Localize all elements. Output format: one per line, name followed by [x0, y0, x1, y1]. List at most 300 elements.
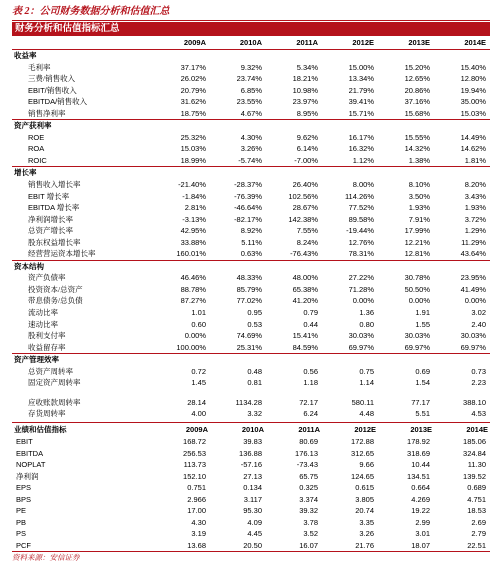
- cell-value: 1134.28: [235, 397, 262, 407]
- cell-value: 1.81%: [464, 155, 486, 165]
- cell-value: 0.72: [191, 366, 206, 376]
- cell-value: 43.64%: [460, 249, 486, 259]
- row-label: EBITDA 增长率: [28, 203, 80, 213]
- cell-value: 21.76: [355, 540, 374, 550]
- cell-value: 26.02%: [180, 74, 206, 84]
- table-body: [12, 49, 490, 420]
- table-row: [12, 408, 490, 420]
- cell-value: 3.117: [243, 494, 262, 504]
- cell-value: 0.53: [247, 319, 262, 329]
- cell-value: 25.32%: [180, 132, 206, 142]
- cell-value: 2.966: [187, 494, 206, 504]
- section-header: 资产获利率: [12, 119, 490, 132]
- cell-value: 3.374: [299, 494, 318, 504]
- cell-value: 42.95%: [180, 226, 206, 236]
- cell-value: 15.40%: [460, 62, 486, 72]
- cell-value: 71.28%: [348, 284, 374, 294]
- cell-value: -21.40%: [178, 180, 206, 190]
- valuation-header-row: [12, 422, 490, 436]
- cell-value: 95.30: [243, 506, 262, 516]
- row-label: 带息债务/总负债: [28, 296, 83, 306]
- table-title: 财务分析和估值指标汇总: [12, 22, 490, 36]
- cell-value: 69.97%: [348, 342, 374, 352]
- cell-value: -76.39%: [234, 191, 262, 201]
- cell-value: [320, 389, 376, 397]
- cell-value: 8.20%: [464, 180, 486, 190]
- cell-value: 388.10: [463, 397, 486, 407]
- row-label: ROIC: [28, 155, 47, 165]
- cell-value: 18.21%: [292, 74, 318, 84]
- table-row: [12, 272, 490, 284]
- table-row: [12, 143, 490, 155]
- cell-value: 15.03%: [180, 144, 206, 154]
- cell-value: 3.78: [303, 517, 318, 527]
- cell-value: -57.16: [240, 460, 262, 470]
- row-label: 毛利率: [28, 62, 51, 72]
- valuation-header: 业绩和估值指标: [14, 424, 67, 434]
- cell-value: 27.13: [243, 471, 262, 481]
- cell-value: 3.19: [191, 529, 206, 539]
- cell-value: 2.40: [471, 319, 486, 329]
- cell-value: 12.81%: [404, 249, 430, 259]
- cell-value: 0.00%: [464, 296, 486, 306]
- cell-value: 27.22%: [348, 273, 374, 283]
- cell-value: 65.75: [299, 471, 318, 481]
- cell-value: -5.74%: [238, 155, 262, 165]
- cell-value: 3.43%: [464, 191, 486, 201]
- cell-value: 15.41%: [292, 331, 318, 341]
- row-label: 三费/销售收入: [28, 74, 76, 84]
- cell-value: 2.81%: [184, 203, 206, 213]
- table-row: [12, 342, 490, 354]
- table-row: [12, 307, 490, 319]
- row-label: [12, 389, 152, 397]
- cell-value: 16.17%: [348, 132, 374, 142]
- table-row: [12, 295, 490, 307]
- table-row: [12, 248, 490, 260]
- cell-value: 22.51: [467, 540, 486, 550]
- cell-value: 14.32%: [404, 144, 430, 154]
- cell-value: 15.55%: [404, 132, 430, 142]
- table-row: [12, 389, 490, 397]
- row-label: EPS: [16, 483, 32, 493]
- cell-value: 25.31%: [236, 342, 262, 352]
- cell-value: 15.71%: [348, 108, 374, 118]
- cell-value: 26.40%: [292, 180, 318, 190]
- cell-value: 20.79%: [180, 85, 206, 95]
- cell-value: 0.75: [359, 366, 374, 376]
- cell-value: 0.60: [191, 319, 206, 329]
- cell-value: 15.03%: [460, 108, 486, 118]
- cell-value: 88.78%: [180, 284, 206, 294]
- row-label: 总资产周转率: [28, 366, 73, 376]
- cell-value: 20.74: [355, 506, 374, 516]
- cell-value: 4.00: [191, 409, 206, 419]
- cell-value: 33.88%: [180, 237, 206, 247]
- cell-value: 0.689: [467, 483, 486, 493]
- cell-value: 113.73: [183, 460, 206, 470]
- cell-value: 37.17%: [180, 62, 206, 72]
- cell-value: -82.17%: [234, 214, 262, 224]
- row-label: 投资资本/总资产: [28, 284, 83, 294]
- row-label: EBIT 增长率: [28, 191, 70, 201]
- cell-value: [432, 389, 488, 397]
- cell-value: 152.10: [183, 471, 206, 481]
- table-row: [12, 62, 490, 74]
- cell-value: 8.92%: [240, 226, 262, 236]
- section-header: 资本结构: [12, 260, 490, 273]
- cell-value: 5.34%: [296, 62, 318, 72]
- row-label: PE: [16, 506, 27, 516]
- row-label: 资产负债率: [28, 273, 66, 283]
- year-2011: 2011A: [296, 38, 318, 47]
- cell-value: 0.69: [415, 366, 430, 376]
- section-header: 增长率: [12, 166, 490, 179]
- cell-value: 30.78%: [404, 273, 430, 283]
- cell-value: 0.00%: [184, 331, 206, 341]
- cell-value: 78.31%: [348, 249, 374, 259]
- cell-value: 9.62%: [296, 132, 318, 142]
- cell-value: 31.62%: [180, 97, 206, 107]
- year-2012: 2012E: [352, 38, 374, 47]
- val-year-2011: 2011A: [298, 424, 320, 434]
- header-blank: [12, 36, 152, 49]
- cell-value: 0.48: [247, 366, 262, 376]
- cell-value: 23.95%: [460, 273, 486, 283]
- cell-value: 77.02%: [236, 296, 262, 306]
- cell-value: 3.35: [359, 517, 374, 527]
- cell-value: 1.55: [415, 319, 430, 329]
- section-header: 收益率: [12, 49, 490, 62]
- cell-value: 100.00%: [176, 342, 206, 352]
- cell-value: 1.18: [303, 378, 318, 388]
- row-label: EBIT: [16, 436, 33, 446]
- cell-value: 1.36: [359, 308, 374, 318]
- table-row: [12, 319, 490, 331]
- cell-value: 1.29%: [464, 226, 486, 236]
- cell-value: 256.53: [183, 448, 206, 458]
- cell-value: 17.00: [187, 506, 206, 516]
- cell-value: 0.44: [303, 319, 318, 329]
- table-row: [12, 284, 490, 296]
- cell-value: 74.69%: [236, 331, 262, 341]
- cell-value: 80.69: [299, 436, 318, 446]
- cell-value: 8.95%: [296, 108, 318, 118]
- cell-value: 114.26%: [344, 191, 374, 201]
- table-row: [12, 505, 490, 517]
- cell-value: 30.03%: [460, 331, 486, 341]
- cell-value: 39.32: [299, 506, 318, 516]
- table-row: [12, 85, 490, 97]
- cell-value: 16.32%: [348, 144, 374, 154]
- cell-value: 37.16%: [404, 97, 430, 107]
- cell-value: 17.99%: [404, 226, 430, 236]
- cell-value: 14.49%: [460, 132, 486, 142]
- cell-value: 21.79%: [348, 85, 374, 95]
- cell-value: 1.91: [415, 308, 430, 318]
- bottom-rule: [12, 551, 490, 552]
- cell-value: 4.30: [191, 517, 206, 527]
- cell-value: 3.02: [471, 308, 486, 318]
- cell-value: 6.85%: [240, 85, 262, 95]
- row-label: EBITDA: [16, 448, 44, 458]
- cell-value: 23.97%: [292, 97, 318, 107]
- cell-value: 9.66: [359, 460, 374, 470]
- cell-value: 318.69: [407, 448, 430, 458]
- cell-value: 124.65: [351, 471, 374, 481]
- cell-value: 139.52: [463, 471, 486, 481]
- cell-value: 5.11%: [241, 237, 262, 247]
- cell-value: 77.52%: [348, 203, 374, 213]
- cell-value: 19.22: [411, 506, 430, 516]
- cell-value: 6.14%: [296, 144, 318, 154]
- cell-value: 3.50%: [408, 191, 430, 201]
- cell-value: 41.20%: [292, 296, 318, 306]
- cell-value: 23.55%: [236, 97, 262, 107]
- cell-value: 0.79: [303, 308, 318, 318]
- cell-value: 48.00%: [292, 273, 318, 283]
- cell-value: 14.62%: [460, 144, 486, 154]
- cell-value: 16.07: [299, 540, 318, 550]
- cell-value: 3.32: [247, 409, 262, 419]
- cell-value: -19.44%: [346, 226, 374, 236]
- year-header-row: [12, 36, 490, 49]
- table-row: [12, 330, 490, 342]
- cell-value: 9.32%: [240, 62, 262, 72]
- cell-value: 3.805: [355, 494, 374, 504]
- table-row: [12, 179, 490, 191]
- cell-value: 172.88: [351, 436, 374, 446]
- cell-value: 134.51: [407, 471, 430, 481]
- cell-value: -1.84%: [182, 191, 206, 201]
- year-2013: 2013E: [408, 38, 430, 47]
- cell-value: 160.01%: [176, 249, 206, 259]
- table-row: [12, 528, 490, 540]
- cell-value: 0.615: [355, 483, 374, 493]
- cell-value: -7.00%: [294, 155, 318, 165]
- table-row: [12, 155, 490, 167]
- cell-value: 7.55%: [296, 226, 318, 236]
- cell-value: 18.99%: [180, 155, 206, 165]
- cell-value: 102.56%: [288, 191, 318, 201]
- cell-value: 0.325: [299, 483, 318, 493]
- cell-value: 1.93%: [408, 203, 430, 213]
- table-caption: 表 2：公司财务数据分析和估值汇总: [12, 4, 490, 21]
- row-label: 速动比率: [28, 319, 58, 329]
- table-row: [12, 202, 490, 214]
- cell-value: 18.07: [411, 540, 430, 550]
- cell-value: 3.26: [359, 529, 374, 539]
- cell-value: 12.21%: [404, 237, 430, 247]
- year-2009: 2009A: [183, 38, 206, 47]
- val-year-2013: 2013E: [410, 424, 432, 434]
- table-row: [12, 482, 490, 494]
- cell-value: 2.99: [415, 517, 430, 527]
- valuation-body: [12, 436, 490, 551]
- cell-value: 4.269: [411, 494, 430, 504]
- table-row: [12, 366, 490, 378]
- year-2010: 2010A: [239, 38, 262, 47]
- cell-value: 13.68: [187, 540, 206, 550]
- cell-value: 0.00%: [352, 296, 374, 306]
- row-label: ROA: [28, 144, 45, 154]
- cell-value: 4.53: [471, 409, 486, 419]
- cell-value: 4.48: [359, 409, 374, 419]
- cell-value: -3.13%: [182, 214, 206, 224]
- cell-value: -76.43%: [290, 249, 318, 259]
- table-row: [12, 132, 490, 144]
- row-label: EBITDA/销售收入: [28, 97, 88, 107]
- row-label: PS: [16, 529, 27, 539]
- source-note: 资料来源：安信证券: [12, 553, 80, 562]
- cell-value: 142.38%: [288, 214, 318, 224]
- section-header: 资产管理效率: [12, 353, 490, 366]
- cell-value: 0.73: [471, 366, 486, 376]
- cell-value: 19.94%: [460, 85, 486, 95]
- cell-value: 3.52: [303, 529, 318, 539]
- cell-value: 13.34%: [348, 74, 374, 84]
- cell-value: 12.76%: [348, 237, 374, 247]
- cell-value: 0.63%: [240, 249, 262, 259]
- cell-value: 168.72: [183, 436, 206, 446]
- cell-value: -28.37%: [234, 180, 262, 190]
- cell-value: 1.14: [359, 378, 374, 388]
- cell-value: 15.20%: [404, 62, 430, 72]
- cell-value: 178.92: [407, 436, 430, 446]
- cell-value: 11.29%: [461, 237, 486, 247]
- val-year-2009: 2009A: [185, 424, 208, 434]
- table-row: [12, 96, 490, 108]
- cell-value: 10.44: [411, 460, 430, 470]
- cell-value: [264, 389, 320, 397]
- cell-value: 30.03%: [404, 331, 430, 341]
- cell-value: 6.24: [303, 409, 318, 419]
- row-label: 净利润: [16, 471, 39, 481]
- cell-value: 2.79: [471, 529, 486, 539]
- cell-value: 69.97%: [404, 342, 430, 352]
- cell-value: 20.86%: [404, 85, 430, 95]
- row-label: BPS: [16, 494, 32, 504]
- cell-value: 41.49%: [460, 284, 486, 294]
- row-label: PB: [16, 517, 27, 527]
- cell-value: 46.46%: [180, 273, 206, 283]
- cell-value: 8.10%: [408, 180, 430, 190]
- cell-value: 4.45: [247, 529, 262, 539]
- table-row: [12, 471, 490, 483]
- cell-value: 0.95: [247, 308, 262, 318]
- cell-value: 72.17: [299, 397, 318, 407]
- cell-value: 5.51: [415, 409, 430, 419]
- table-row: [12, 448, 490, 460]
- cell-value: 1.93%: [464, 203, 486, 213]
- cell-value: 18.75%: [180, 108, 206, 118]
- cell-value: 84.59%: [292, 342, 318, 352]
- cell-value: 0.00%: [408, 296, 430, 306]
- row-label: 股东权益增长率: [28, 237, 81, 247]
- cell-value: -73.43: [296, 460, 318, 470]
- row-label: 收益留存率: [28, 342, 66, 352]
- cell-value: 39.41%: [348, 97, 374, 107]
- row-label: 流动比率: [28, 308, 58, 318]
- cell-value: 0.56: [303, 366, 318, 376]
- cell-value: 50.50%: [404, 284, 430, 294]
- cell-value: 77.17: [411, 397, 430, 407]
- table-row: [12, 540, 490, 552]
- cell-value: 176.13: [295, 448, 318, 458]
- cell-value: 324.84: [463, 448, 486, 458]
- table-row: [12, 73, 490, 85]
- row-label: 存货周转率: [28, 409, 66, 419]
- cell-value: [152, 389, 208, 397]
- row-label: 销售收入增长率: [28, 180, 81, 190]
- table-row: [12, 517, 490, 529]
- cell-value: 3.72%: [464, 214, 486, 224]
- cell-value: 1.38%: [408, 155, 430, 165]
- row-label: 销售净利率: [28, 108, 66, 118]
- cell-value: 1.12%: [352, 155, 374, 165]
- year-2014: 2014E: [464, 38, 486, 47]
- cell-value: 69.97%: [460, 342, 486, 352]
- cell-value: 39.83: [243, 436, 262, 446]
- row-label: PCF: [16, 540, 31, 550]
- row-label: EBIT/销售收入: [28, 85, 77, 95]
- table-row: [12, 459, 490, 471]
- cell-value: 35.00%: [460, 97, 486, 107]
- table-row: [12, 214, 490, 226]
- cell-value: 2.69: [471, 517, 486, 527]
- table-row: [12, 377, 490, 389]
- cell-value: 8.00%: [352, 180, 374, 190]
- cell-value: 65.38%: [292, 284, 318, 294]
- cell-value: 28.14: [187, 397, 206, 407]
- cell-value: 20.50: [243, 540, 262, 550]
- cell-value: [208, 389, 264, 397]
- cell-value: 1.54: [415, 378, 430, 388]
- cell-value: 15.00%: [348, 62, 374, 72]
- val-year-2012: 2012E: [354, 424, 376, 434]
- cell-value: 0.80: [359, 319, 374, 329]
- cell-value: 87.27%: [180, 296, 206, 306]
- row-label: 经营营运资本增长率: [28, 249, 96, 259]
- cell-value: 4.09: [247, 517, 262, 527]
- cell-value: 0.751: [187, 483, 206, 493]
- cell-value: 0.134: [243, 483, 262, 493]
- cell-value: 7.91%: [408, 214, 430, 224]
- row-label: 净利润增长率: [28, 214, 73, 224]
- row-label: 固定资产周转率: [28, 378, 81, 388]
- cell-value: 1.01: [191, 308, 206, 318]
- financial-summary-table: [12, 22, 490, 552]
- table-row: [12, 191, 490, 203]
- row-label: 总资产增长率: [28, 226, 73, 236]
- cell-value: [376, 389, 432, 397]
- cell-value: 3.26%: [240, 144, 262, 154]
- cell-value: 89.58%: [348, 214, 374, 224]
- cell-value: 136.88: [239, 448, 262, 458]
- cell-value: 4.30%: [240, 132, 262, 142]
- table-row: [12, 108, 490, 120]
- row-label: 股利支付率: [28, 331, 66, 341]
- cell-value: 12.65%: [404, 74, 430, 84]
- cell-value: 3.01: [415, 529, 430, 539]
- cell-value: 18.53: [467, 506, 486, 516]
- cell-value: 1.45: [191, 378, 206, 388]
- cell-value: 8.24%: [296, 237, 318, 247]
- cell-value: 23.74%: [236, 74, 262, 84]
- cell-value: 15.68%: [404, 108, 430, 118]
- table-row: [12, 225, 490, 237]
- cell-value: 185.06: [463, 436, 486, 446]
